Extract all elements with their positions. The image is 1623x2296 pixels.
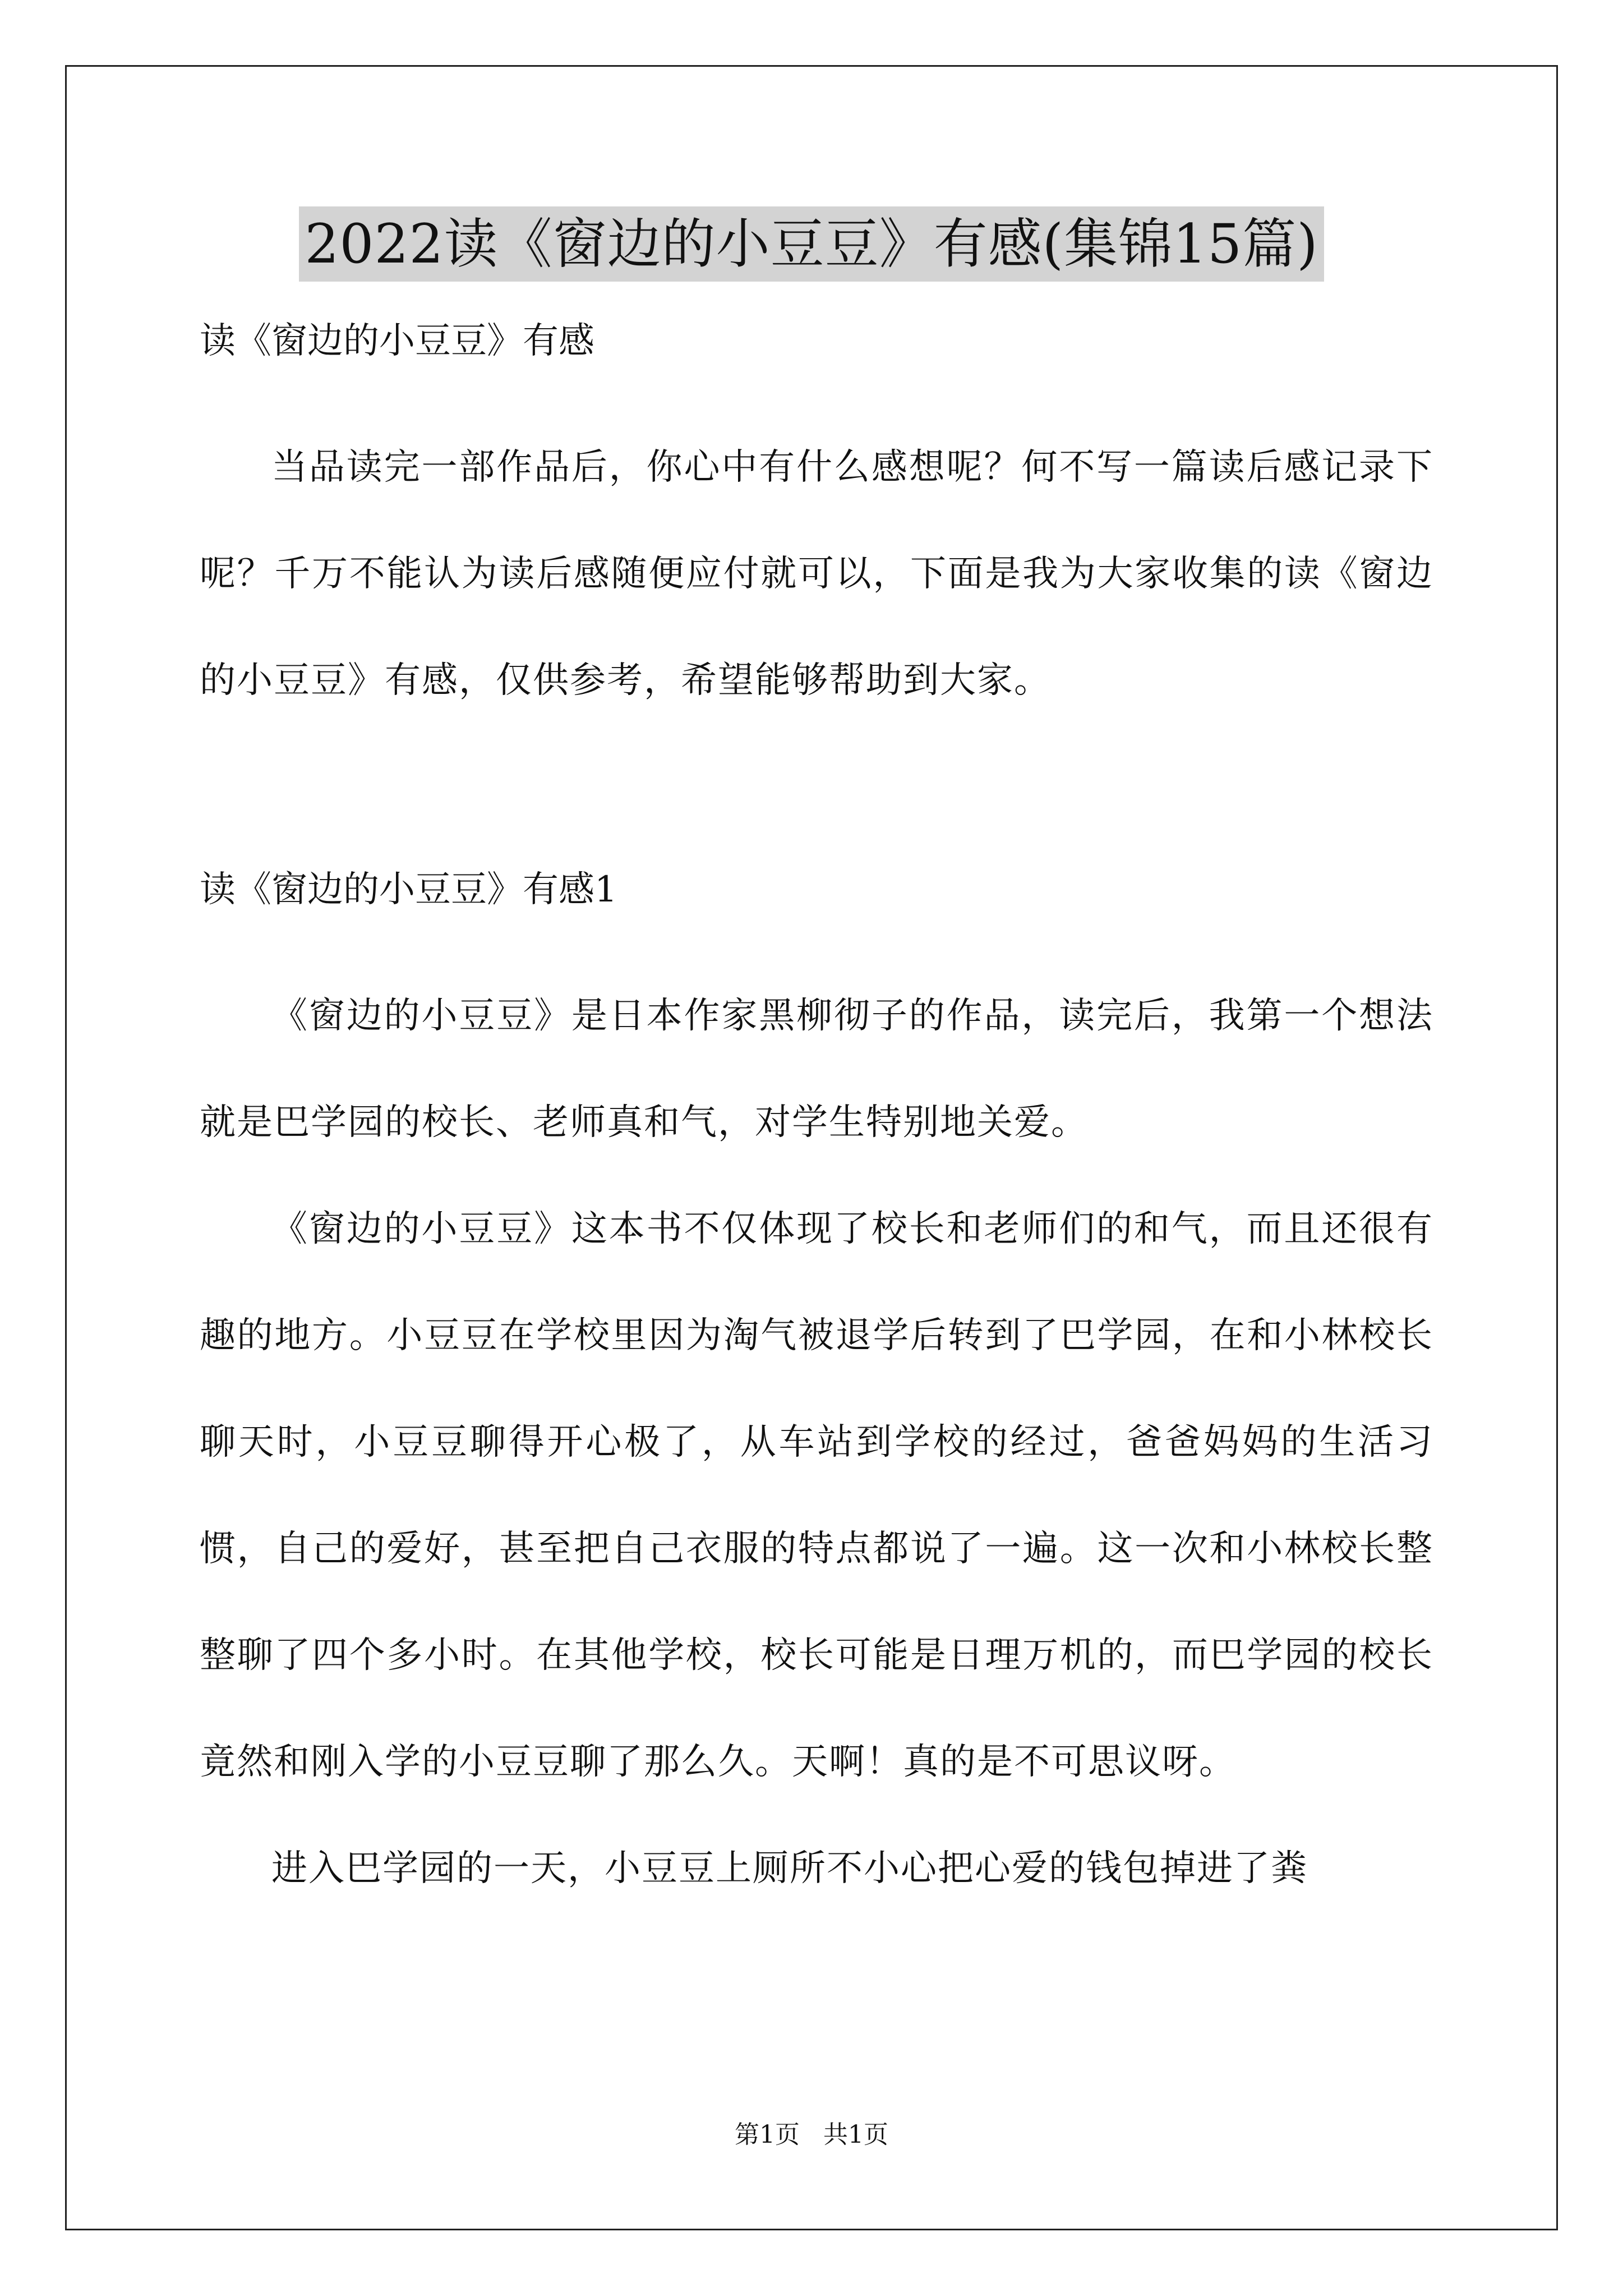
document-body — [200, 297, 1433, 1922]
intro-heading: 读《窗边的小豆豆》有感 — [200, 320, 594, 362]
essay1-heading: 读《窗边的小豆豆》有感1 — [200, 869, 617, 910]
essay1-paragraph-3: 进入巴学园的一天，小豆豆上厕所不小心把心爱的钱包掉进了粪 — [271, 1848, 1308, 1889]
essay1-paragraph-1: 《窗边的小豆豆》是日本作家黑柳彻子的作品，读完后，我第一个想法就是巴学园的校长、老师真和气，对学生特别地关爱。 — [200, 995, 1433, 1143]
intro-paragraph: 当品读完一部作品后，你心中有什么感想呢？何不写一篇读后感记录下呢？千万不能认为读后感随便应付就可以，下面是我为大家收集的读《窗边的小豆豆》有感，仅供参考，希望能够帮助到大家。 — [200, 447, 1433, 701]
page-footer: 第1页 共1页 — [735, 2120, 888, 2149]
document-title: 2022读《窗边的小豆豆》有感(集锦15篇) — [299, 206, 1324, 282]
title-container — [0, 206, 1623, 282]
essay1-paragraph-2: 《窗边的小豆豆》这本书不仅体现了校长和老师们的和气，而且还很有趣的地方。小豆豆在学校里因为淘气被退学后转到了巴学园，在和小林校长聊天时，小豆豆聊得开心极了，从车站到学校的经过，爸爸妈妈的生活习惯，自己的爱好，甚至把自己衣服的特点都说了一遍。这一次和小林校长整整聊了四个多小时。在其他学校，校长可能是日理万机的，而巴学园的校长竟然和刚入学的小豆豆聊了那么久。天啊！真的是不可思议呀。 — [200, 1208, 1433, 1783]
